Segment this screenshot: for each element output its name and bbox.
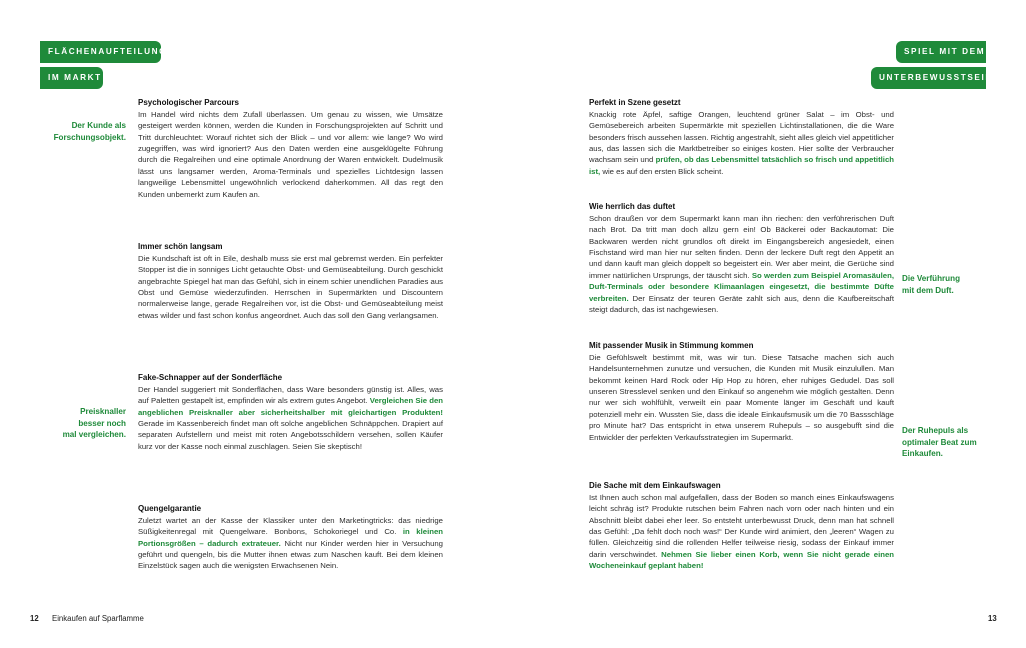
section-body xyxy=(138,253,443,322)
article-section xyxy=(138,372,443,452)
margin-note-music xyxy=(902,425,1012,460)
section-title: Die Sache mit dem Einkaufswagen xyxy=(589,481,721,490)
section-tag-3: SPIEL MIT DEM xyxy=(896,41,986,63)
body-text: Der Einsatz der teuren Geräte zahlt sich aus, denn die Kaufbereitschaft steigt dadurch, das ist nachgewiesen. xyxy=(589,293,894,315)
body-text: Schon draußen vor dem Supermarkt kann man ihn riechen: den verführerischen Duft nach Brot. Da tritt man doch allzu gern ein! Ob Bäckerei oder Backautomat: Die Backwaren werden nicht grundlos oft direkt im Eingangsbereich angesiedelt, einen Fischstand wird man hier nur selten finden. Denn der leckere Duft regt den Appetit an und dann kauft man gleich doppelt so begeistert ein. Wer aber meint, die Gerüche sind immer natürlichen Ursprungs, der täuscht sich. xyxy=(589,213,894,280)
article-section xyxy=(589,340,894,443)
body-text: Knackig rote Äpfel, saftige Orangen, leuchtend grüner Salat – im Obst- und Gemüsebereich arbeiten Supermärkte mit speziellen Lichtinstallationen, die die Ware besonders frisch aussehen lassen. Richtig angestrahlt, sieht alles gleich viel appetitlicher aus, das lassen sich die Marktbetreiber so einiges kosten. Hier sollte der Verbraucher wachsam sein und xyxy=(589,109,894,165)
highlight-text: prüfen, ob das Lebensmittel tatsächlich so frisch und appetitlich ist, xyxy=(589,155,894,176)
article-section xyxy=(589,97,894,177)
page-number-left: 12 xyxy=(30,614,39,623)
article-section xyxy=(589,201,894,316)
section-tag-1: FLÄCHENAUFTEILUNG xyxy=(40,41,161,63)
section-body xyxy=(589,213,894,316)
section-title: Perfekt in Szene gesetzt xyxy=(589,98,681,107)
margin-note-line: Der Kunde als xyxy=(71,121,126,130)
section-tag-2: IM MARKT xyxy=(40,67,103,89)
section-body xyxy=(138,384,443,453)
article-section xyxy=(138,97,443,200)
article-section xyxy=(138,503,443,572)
margin-note-line: Der Ruhepuls als xyxy=(902,426,969,435)
margin-note-price xyxy=(30,406,126,441)
section-title: Mit passender Musik in Stimmung kommen xyxy=(589,341,754,350)
body-text: Zuletzt wartet an der Kasse der Klassiker unter den Marketingtricks: das niedrige Süßigkeitenregal mit Quengelware. Bonbons, Schokoriegel und Co. xyxy=(138,515,443,537)
section-body xyxy=(138,515,443,572)
body-text: Im Handel wird nichts dem Zufall überlassen. Um genau zu wissen, wie Umsätze gesteigert werden können, werden die Kunden in Forschungsprojekten auf Schritt und Tritt durchleuchtet: Worauf richtet sich der Blick – und vor allem: wie lange? Wo wird zugegriffen, was wird ignoriert? Aus den Daten werden eine ausgeklügelte Führung durch die Regalreihen und eine optimale Anordnung der Waren entwickelt. Dudelmusik lässt uns langsamer werden, Aroma-Terminals und spezielles Lichtdesign lassen langweilige Lebensmittel ungewöhnlich verlockend daherkommen. All das regt den Kunden unbemerkt zum Kaufen an. xyxy=(138,109,443,199)
section-tag-4: UNTERBEWUSSTSEIN xyxy=(871,67,986,89)
section-body xyxy=(589,109,894,178)
section-body xyxy=(589,492,894,572)
margin-note-scent xyxy=(902,273,1002,296)
margin-note-line: optimaler Beat zum xyxy=(902,437,977,447)
section-title: Quengelgarantie xyxy=(138,504,202,513)
section-body xyxy=(589,352,894,444)
running-title: Einkaufen auf Sparflamme xyxy=(52,614,144,623)
margin-note-line: Preisknaller xyxy=(80,407,126,416)
body-text: Der Handel suggeriert mit Sonderflächen, dass Ware besonders günstig ist. Alles, was auf Paletten gestapelt ist, empfinden wir als extrem gutes Angebot. xyxy=(138,384,443,406)
margin-note-line: Einkaufen. xyxy=(902,449,943,458)
body-text: Gerade im Kassenbereich findet man oft solche angeblichen Schnäppchen. Drapiert auf separaten Aufstellern und meist mit roten Angebotsschildern versehen, sollen Käufer kurz vor der Kasse noch einmal zuschlagen. Seien Sie skeptisch! xyxy=(138,418,443,451)
body-text: wie es auf den ersten Blick scheint. xyxy=(600,166,724,176)
article-section xyxy=(138,241,443,321)
body-text: Ist Ihnen auch schon mal aufgefallen, dass der Boden so manch eines Einkaufswagens leicht schräg ist? Produkte rutschen beim Fahren nach vorn oder nach hinten und ein Abschnitt bleibt dabei eher leer. So entsteht unterbewusst Druck, denn man hat schnell das Gefühl: „Da fehlt doch noch was!“ Der Kunde wird animiert, den „leeren“ Wagen zu füllen. Gleichzeitig sind die rollenden Helfer teilweise riesig, sodass der Einkauf immer darin verschwindet. xyxy=(589,492,894,559)
section-title: Immer schön langsam xyxy=(138,242,223,251)
article-section xyxy=(589,480,894,572)
highlight-text: Vergleichen Sie den angeblichen Preisknaller aber sicherheitshalber mit gleichartigen Produkten! xyxy=(138,396,443,417)
margin-note-line: Die Verführung xyxy=(902,274,961,283)
margin-note-line: Forschungsobjekt. xyxy=(53,132,126,142)
section-title: Wie herrlich das duftet xyxy=(589,202,676,211)
margin-note-line: besser noch xyxy=(78,418,126,428)
highlight-text: in kleinen Portionsgrößen – dadurch extrateuer. xyxy=(138,527,443,548)
margin-note-line: mit dem Duft. xyxy=(902,285,954,295)
body-text: Die Gefühlswelt bestimmt mit, was wir tun. Diese Tatsache machen sich auch Handelsunternehmen zunutze und versuchen, die Kunden mit Musik einzulullen. Man bekommt keinen Hard Rock oder Hip Hop zu hören, eher ruhiges Gedudel. Das soll unseren Stresslevel senken und den Einkauf so angenehm wie möglich gestalten. Denn nur wer sich wohlfühlt, verweilt ein paar Momente länger im Geschäft und kauft potenziell mehr ein. Wussten Sie, dass die ideale Einkaufsmusik um die 70 Bassschläge pro Minute hat? Das entspricht in etwa unserem Ruhepuls – so ausgebufft sind die Entwickler der perfekten Verkaufsstrategien im Supermarkt. xyxy=(589,352,894,442)
section-title: Fake-Schnapper auf der Sonderfläche xyxy=(138,373,283,382)
highlight-text: Nehmen Sie lieber einen Korb, wenn Sie nicht gerade einen Wocheneinkauf geplant haben! xyxy=(589,549,895,571)
page-number-right: 13 xyxy=(988,614,997,623)
highlight-text: So werden zum Beispiel Aromasäulen, Duft-Terminals oder besondere Klimaanlagen eingesetzt, die bestimmte Düfte verbreiten. xyxy=(589,270,894,303)
margin-note-research xyxy=(30,120,126,143)
body-text: Die Kundschaft ist oft in Eile, deshalb muss sie erst mal gebremst werden. Ein perfekter Stopper ist die in sonniges Licht getauchte Obst- und Gemüseabteilung. Durch geschickt angebrachte Spiegel hat man das Gefühl, sich in einem schier unendlichen Paradies aus Obst und Gemüse wiederzufinden. Herrschen in Supermärkten und Discountern normalerweise lange, gerade Regalreihen vor, ist die Obst- und Gemüseabteilung meist etwas wilder und fast schon konfus angeordnet. Auch das soll den Gang verlangsamen. xyxy=(138,253,443,320)
body-text: Nicht nur Kinder werden hier in Versuchung geführt und quengeln, bis die Mutter ihnen etwas zum Naschen kauft. Bei dem kleinen Einzelstück sagen auch die wenigsten Erwachsenen Nein. xyxy=(138,538,443,571)
section-title: Psychologischer Parcours xyxy=(138,98,239,107)
section-body xyxy=(138,109,443,201)
margin-note-line: mal vergleichen. xyxy=(62,430,126,439)
